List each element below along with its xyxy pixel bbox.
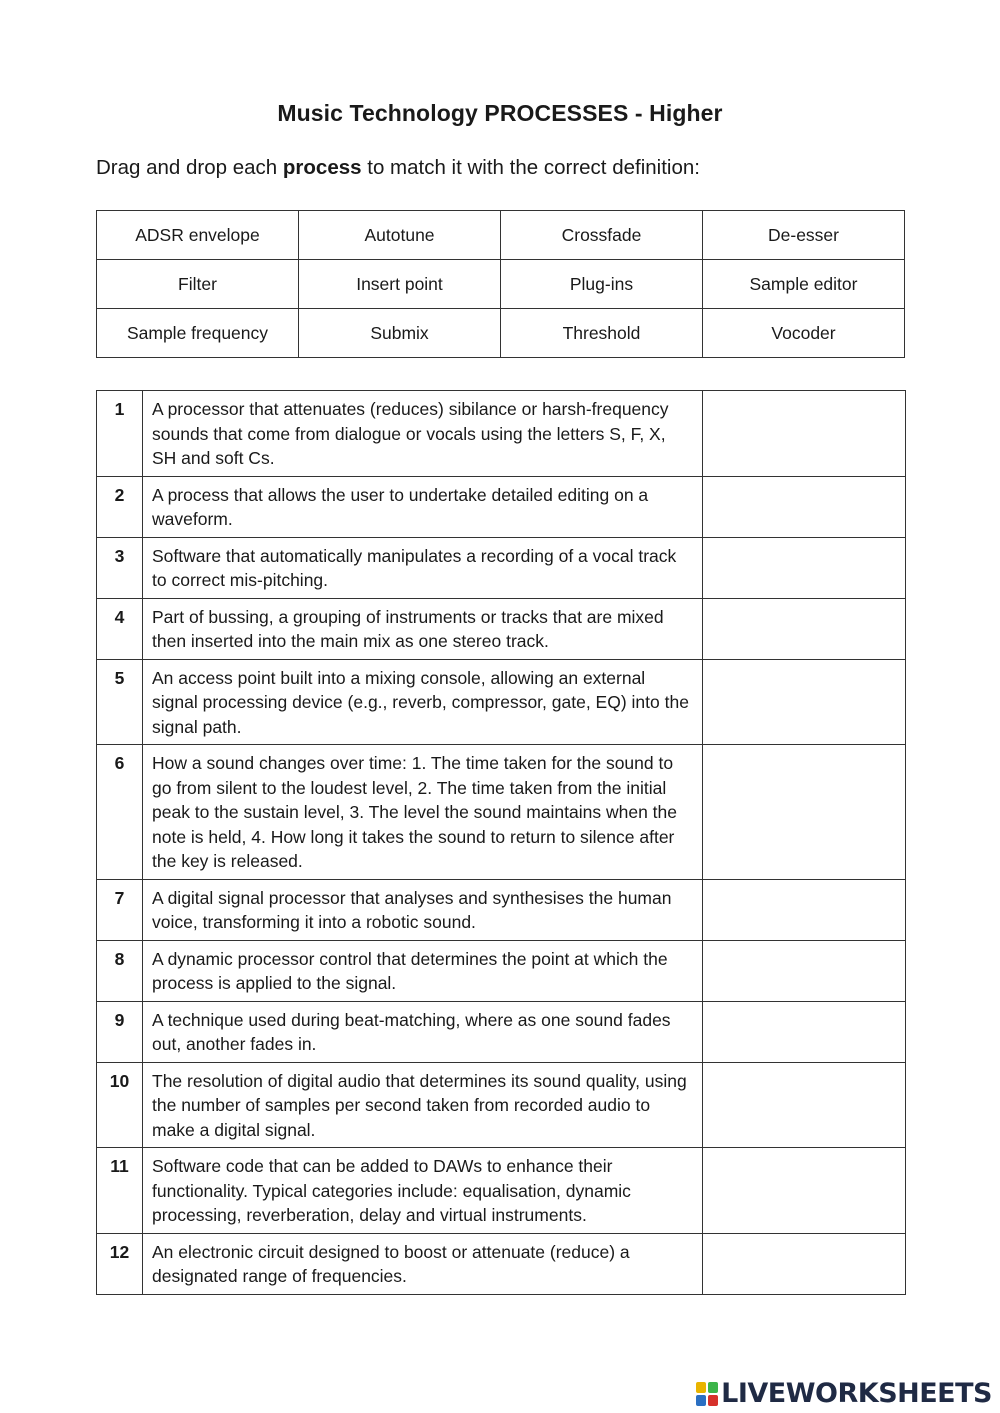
definition-row <box>97 476 906 537</box>
definitions-table <box>96 390 906 1295</box>
definition-row <box>97 1148 906 1234</box>
definition-text: Software that automatically manipulates a recording of a vocal track to correct mis-pitching. <box>143 537 703 598</box>
answer-drop-zone[interactable] <box>703 537 906 598</box>
definition-number: 3 <box>97 537 143 598</box>
answer-drop-zone[interactable] <box>703 1001 906 1062</box>
liveworksheets-logo <box>696 1378 992 1409</box>
definition-row <box>97 1001 906 1062</box>
draggable-process-option[interactable]: Plug-ins <box>501 260 703 309</box>
draggable-process-option[interactable]: ADSR envelope <box>97 211 299 260</box>
instruction-bold: process <box>282 156 362 179</box>
definition-number: 6 <box>97 745 143 880</box>
answer-drop-zone[interactable] <box>703 476 906 537</box>
draggable-process-option[interactable]: Sample editor <box>703 260 905 309</box>
answer-drop-zone[interactable] <box>703 659 906 745</box>
definition-number: 12 <box>97 1233 143 1294</box>
definition-text: A dynamic processor control that determines the point at which the process is applied to the signal. <box>143 940 703 1001</box>
definition-text: Part of bussing, a grouping of instruments or tracks that are mixed then inserted into the main mix as one stereo track. <box>143 598 703 659</box>
definition-number: 10 <box>97 1062 143 1148</box>
word-bank-row <box>97 211 905 260</box>
definition-text: An electronic circuit designed to boost or attenuate (reduce) a designated range of frequencies. <box>143 1233 703 1294</box>
answer-drop-zone[interactable] <box>703 1148 906 1234</box>
definition-text: A technique used during beat-matching, where as one sound fades out, another fades in. <box>143 1001 703 1062</box>
definition-row <box>97 940 906 1001</box>
definition-text: How a sound changes over time: 1. The time taken for the sound to go from silent to the loudest level, 2. The time taken from the initial peak to the sustain level, 3. The level the sound maintains when the note is held, 4. How long it takes the sound to return to silence after the key is released. <box>143 745 703 880</box>
definition-row <box>97 1062 906 1148</box>
definition-text: Software code that can be added to DAWs to enhance their functionality. Typical categories include: equalisation, dynamic processing, reverberation, delay and virtual instruments. <box>143 1148 703 1234</box>
definition-row <box>97 1233 906 1294</box>
word-bank-row <box>97 309 905 358</box>
draggable-process-option[interactable]: Threshold <box>501 309 703 358</box>
definition-row <box>97 391 906 477</box>
definition-row <box>97 659 906 745</box>
draggable-process-option[interactable]: Insert point <box>299 260 501 309</box>
definition-row <box>97 879 906 940</box>
draggable-process-option[interactable]: Filter <box>97 260 299 309</box>
draggable-process-option[interactable]: Autotune <box>299 211 501 260</box>
instruction-suffix: to match it with the correct definition: <box>361 156 700 179</box>
definition-text: A digital signal processor that analyses and synthesises the human voice, transforming it into a robotic sound. <box>143 879 703 940</box>
draggable-process-option[interactable]: Crossfade <box>501 211 703 260</box>
answer-drop-zone[interactable] <box>703 745 906 880</box>
liveworksheets-logo-icon <box>696 1382 718 1406</box>
draggable-process-option[interactable]: Vocoder <box>703 309 905 358</box>
draggable-process-option[interactable]: Submix <box>299 309 501 358</box>
logo-text: LIVEWORKSHEETS <box>721 1378 992 1409</box>
draggable-process-option[interactable]: Sample frequency <box>97 309 299 358</box>
definition-text: A processor that attenuates (reduces) sibilance or harsh-frequency sounds that come from dialogue or vocals using the letters S, F, X, SH and soft Cs. <box>143 391 703 477</box>
definition-row <box>97 598 906 659</box>
definition-number: 5 <box>97 659 143 745</box>
answer-drop-zone[interactable] <box>703 391 906 477</box>
answer-drop-zone[interactable] <box>703 879 906 940</box>
definition-row <box>97 537 906 598</box>
answer-drop-zone[interactable] <box>703 598 906 659</box>
page-title: Music Technology PROCESSES - Higher <box>277 100 723 126</box>
answer-drop-zone[interactable] <box>703 1062 906 1148</box>
instruction-prefix: Drag and drop each <box>96 156 283 179</box>
instruction-text <box>96 156 700 180</box>
definition-number: 4 <box>97 598 143 659</box>
definition-number: 8 <box>97 940 143 1001</box>
draggable-process-option[interactable]: De-esser <box>703 211 905 260</box>
answer-drop-zone[interactable] <box>703 940 906 1001</box>
definition-row <box>97 745 906 880</box>
word-bank-row <box>97 260 905 309</box>
definition-text: The resolution of digital audio that determines its sound quality, using the number of samples per second taken from recorded audio to make a digital signal. <box>143 1062 703 1148</box>
word-bank <box>96 210 905 358</box>
definition-text: A process that allows the user to undertake detailed editing on a waveform. <box>143 476 703 537</box>
definition-number: 1 <box>97 391 143 477</box>
definition-number: 7 <box>97 879 143 940</box>
answer-drop-zone[interactable] <box>703 1233 906 1294</box>
definition-text: An access point built into a mixing console, allowing an external signal processing device (e.g., reverb, compressor, gate, EQ) into the signal path. <box>143 659 703 745</box>
definition-number: 11 <box>97 1148 143 1234</box>
definition-number: 2 <box>97 476 143 537</box>
definition-number: 9 <box>97 1001 143 1062</box>
